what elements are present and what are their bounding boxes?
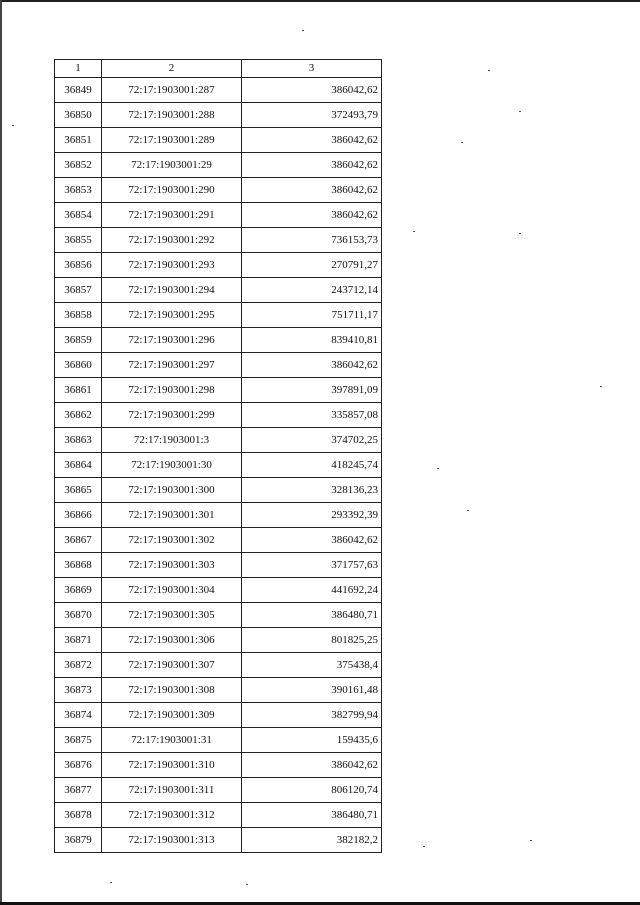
cadastral-number-cell: 72:17:1903001:311 [102, 778, 242, 803]
cadastral-number-cell: 72:17:1903001:31 [102, 728, 242, 753]
scan-speck [246, 884, 248, 885]
cadastral-number-cell: 72:17:1903001:293 [102, 253, 242, 278]
cadastral-value-cell: 390161,48 [242, 678, 382, 703]
table-row [55, 678, 382, 703]
cadastral-number-cell: 72:17:1903001:288 [102, 103, 242, 128]
cadastral-value-cell: 159435,6 [242, 728, 382, 753]
table-row [55, 628, 382, 653]
row-number-cell: 36863 [55, 428, 102, 453]
table-row [55, 178, 382, 203]
column-header-2: 2 [102, 60, 242, 78]
row-number-cell: 36872 [55, 653, 102, 678]
table-row [55, 428, 382, 453]
scan-speck [519, 233, 521, 234]
table-row [55, 403, 382, 428]
table-row [55, 353, 382, 378]
cadastral-number-cell: 72:17:1903001:291 [102, 203, 242, 228]
cadastral-value-cell: 375438,4 [242, 653, 382, 678]
row-number-cell: 36858 [55, 303, 102, 328]
cadastral-value-cell: 806120,74 [242, 778, 382, 803]
cadastral-number-cell: 72:17:1903001:309 [102, 703, 242, 728]
cadastral-value-cell: 243712,14 [242, 278, 382, 303]
cadastral-number-cell: 72:17:1903001:3 [102, 428, 242, 453]
scan-speck [467, 510, 469, 511]
table-row [55, 478, 382, 503]
cadastral-value-cell: 801825,25 [242, 628, 382, 653]
cadastral-value-cell: 270791,27 [242, 253, 382, 278]
row-number-cell: 36867 [55, 528, 102, 553]
cadastral-number-cell: 72:17:1903001:300 [102, 478, 242, 503]
cadastral-value-cell: 386480,71 [242, 603, 382, 628]
table-row [55, 328, 382, 353]
cadastral-number-cell: 72:17:1903001:298 [102, 378, 242, 403]
cadastral-value-table [54, 59, 382, 853]
cadastral-number-cell: 72:17:1903001:312 [102, 803, 242, 828]
scan-speck [413, 231, 415, 232]
row-number-cell: 36855 [55, 228, 102, 253]
row-number-cell: 36877 [55, 778, 102, 803]
cadastral-number-cell: 72:17:1903001:301 [102, 503, 242, 528]
cadastral-number-cell: 72:17:1903001:29 [102, 153, 242, 178]
cadastral-value-cell: 335857,08 [242, 403, 382, 428]
cadastral-number-cell: 72:17:1903001:296 [102, 328, 242, 353]
scan-speck [110, 882, 112, 883]
cadastral-value-cell: 293392,39 [242, 503, 382, 528]
scan-speck [461, 142, 463, 143]
table-row [55, 228, 382, 253]
table-row [55, 753, 382, 778]
scan-speck [530, 840, 532, 841]
cadastral-number-cell: 72:17:1903001:313 [102, 828, 242, 853]
cadastral-number-cell: 72:17:1903001:30 [102, 453, 242, 478]
row-number-cell: 36856 [55, 253, 102, 278]
cadastral-number-cell: 72:17:1903001:292 [102, 228, 242, 253]
scan-speck [488, 70, 490, 71]
cadastral-value-cell: 386042,62 [242, 203, 382, 228]
cadastral-number-cell: 72:17:1903001:290 [102, 178, 242, 203]
table-row [55, 153, 382, 178]
cadastral-number-cell: 72:17:1903001:305 [102, 603, 242, 628]
cadastral-number-cell: 72:17:1903001:299 [102, 403, 242, 428]
cadastral-number-cell: 72:17:1903001:307 [102, 653, 242, 678]
row-number-cell: 36865 [55, 478, 102, 503]
table-row [55, 303, 382, 328]
cadastral-value-cell: 736153,73 [242, 228, 382, 253]
cadastral-value-cell: 386042,62 [242, 178, 382, 203]
row-number-cell: 36875 [55, 728, 102, 753]
scan-speck [519, 111, 521, 112]
table-row [55, 778, 382, 803]
row-number-cell: 36864 [55, 453, 102, 478]
scan-speck [12, 125, 14, 126]
table-row [55, 278, 382, 303]
cadastral-value-cell: 441692,24 [242, 578, 382, 603]
table-row [55, 653, 382, 678]
page-top-edge [0, 0, 640, 2]
row-number-cell: 36859 [55, 328, 102, 353]
row-number-cell: 36873 [55, 678, 102, 703]
cadastral-value-cell: 386042,62 [242, 153, 382, 178]
row-number-cell: 36874 [55, 703, 102, 728]
row-number-cell: 36879 [55, 828, 102, 853]
row-number-cell: 36866 [55, 503, 102, 528]
row-number-cell: 36871 [55, 628, 102, 653]
cadastral-number-cell: 72:17:1903001:304 [102, 578, 242, 603]
cadastral-number-cell: 72:17:1903001:297 [102, 353, 242, 378]
column-header-1: 1 [55, 60, 102, 78]
table-row [55, 603, 382, 628]
cadastral-number-cell: 72:17:1903001:295 [102, 303, 242, 328]
table-row [55, 578, 382, 603]
cadastral-value-cell: 374702,25 [242, 428, 382, 453]
cadastral-number-cell: 72:17:1903001:289 [102, 128, 242, 153]
cadastral-value-cell: 751711,17 [242, 303, 382, 328]
row-number-cell: 36854 [55, 203, 102, 228]
table-row [55, 378, 382, 403]
scan-speck [302, 30, 304, 31]
cadastral-value-cell: 386042,62 [242, 753, 382, 778]
table-row [55, 503, 382, 528]
cadastral-number-cell: 72:17:1903001:308 [102, 678, 242, 703]
table-row [55, 103, 382, 128]
row-number-cell: 36860 [55, 353, 102, 378]
column-header-3: 3 [242, 60, 382, 78]
page-left-edge [0, 0, 2, 905]
scan-speck [423, 846, 425, 847]
row-number-cell: 36852 [55, 153, 102, 178]
row-number-cell: 36878 [55, 803, 102, 828]
cadastral-value-cell: 328136,23 [242, 478, 382, 503]
cadastral-value-cell: 418245,74 [242, 453, 382, 478]
table-row [55, 253, 382, 278]
table-row [55, 728, 382, 753]
cadastral-value-cell: 386042,62 [242, 353, 382, 378]
table-row [55, 803, 382, 828]
cadastral-value-cell: 386042,62 [242, 78, 382, 103]
cadastral-number-cell: 72:17:1903001:310 [102, 753, 242, 778]
row-number-cell: 36876 [55, 753, 102, 778]
table-row [55, 553, 382, 578]
cadastral-value-cell: 386042,62 [242, 528, 382, 553]
row-number-cell: 36849 [55, 78, 102, 103]
scan-speck [600, 386, 602, 387]
cadastral-value-cell: 386480,71 [242, 803, 382, 828]
table-row [55, 828, 382, 853]
row-number-cell: 36853 [55, 178, 102, 203]
cadastral-value-cell: 382182,2 [242, 828, 382, 853]
cadastral-value-cell: 839410,81 [242, 328, 382, 353]
cadastral-value-cell: 397891,09 [242, 378, 382, 403]
cadastral-number-cell: 72:17:1903001:294 [102, 278, 242, 303]
cadastral-number-cell: 72:17:1903001:287 [102, 78, 242, 103]
row-number-cell: 36868 [55, 553, 102, 578]
row-number-cell: 36869 [55, 578, 102, 603]
row-number-cell: 36857 [55, 278, 102, 303]
cadastral-number-cell: 72:17:1903001:302 [102, 528, 242, 553]
cadastral-value-cell: 382799,94 [242, 703, 382, 728]
table-row [55, 528, 382, 553]
cadastral-number-cell: 72:17:1903001:306 [102, 628, 242, 653]
table-row [55, 453, 382, 478]
cadastral-value-cell: 386042,62 [242, 128, 382, 153]
table-row [55, 78, 382, 103]
table-row [55, 128, 382, 153]
cadastral-number-cell: 72:17:1903001:303 [102, 553, 242, 578]
cadastral-value-cell: 371757,63 [242, 553, 382, 578]
table-row [55, 203, 382, 228]
row-number-cell: 36861 [55, 378, 102, 403]
row-number-cell: 36870 [55, 603, 102, 628]
row-number-cell: 36851 [55, 128, 102, 153]
table-header-row [55, 60, 382, 78]
scan-speck [437, 468, 439, 469]
cadastral-value-cell: 372493,79 [242, 103, 382, 128]
table-row [55, 703, 382, 728]
row-number-cell: 36862 [55, 403, 102, 428]
row-number-cell: 36850 [55, 103, 102, 128]
table-body [55, 78, 382, 853]
